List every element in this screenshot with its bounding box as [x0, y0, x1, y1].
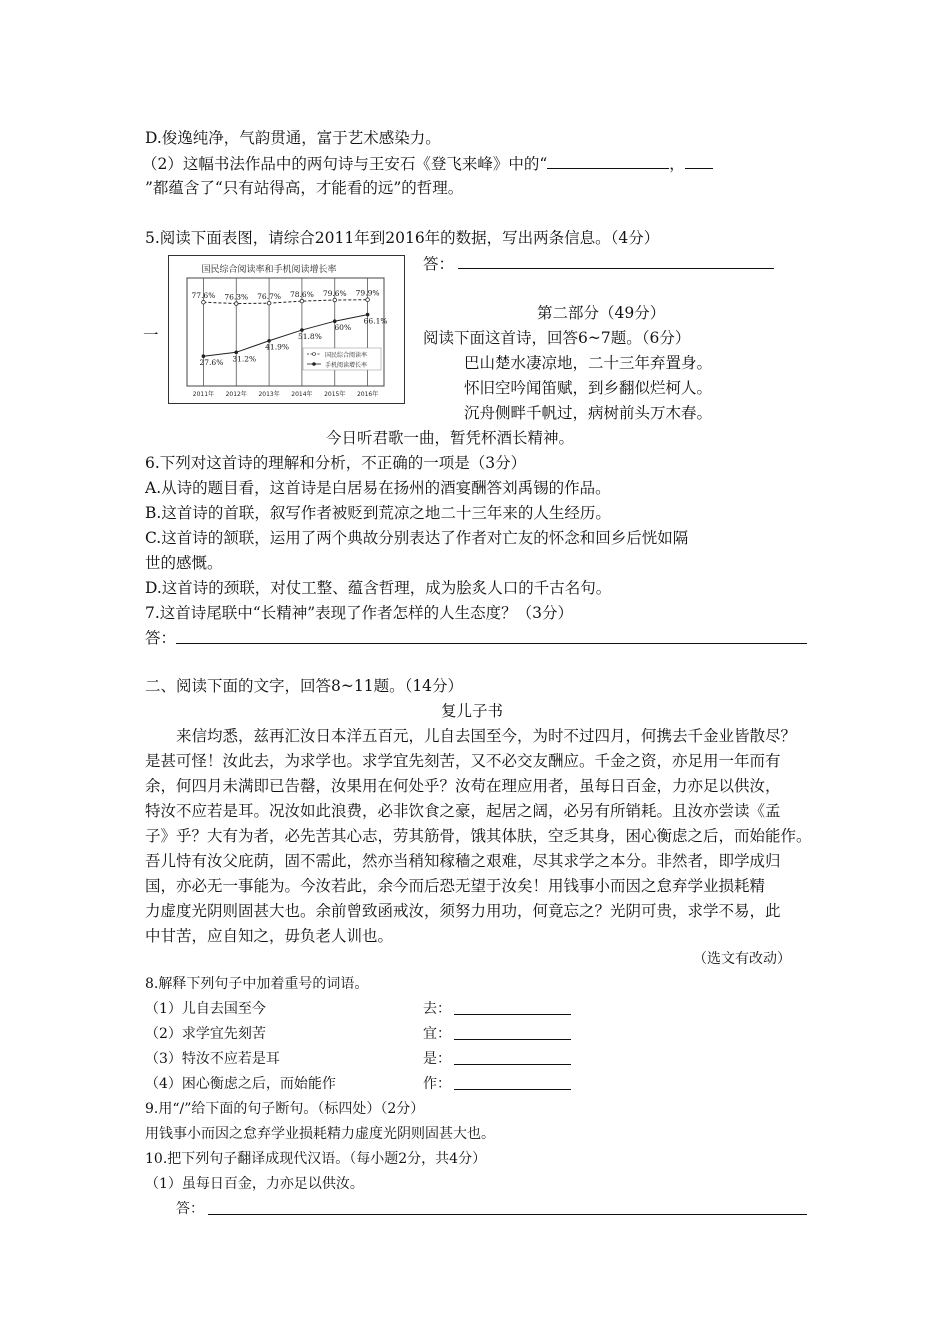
q5-answer-label: 答：	[423, 255, 455, 273]
option-d: D.俊逸纯净，气韵贯通，富于艺术感染力。	[145, 129, 441, 147]
part2-intro: 阅读下面这首诗，回答6~7题。（6分）	[423, 329, 691, 347]
comma: ，	[669, 155, 685, 173]
chart-title: 国民综合阅读率和手机阅读增长率	[201, 265, 337, 275]
question-6: 6.下列对这首诗的理解和分析，不正确的一项是（3分）	[145, 454, 527, 472]
q10-item-1: （1）虽每日百金，力亦足以供汝。	[145, 1176, 364, 1192]
q6-option-b: B.这首诗的首联，叙写作者被贬到荒凉之地二十三年来的人生经历。	[145, 504, 611, 522]
passage-line-4: 特汝不应若是耳。况汝如此浪费，必非饮食之豪，起居之阔，必另有所销耗。且汝亦尝读《孟	[145, 802, 781, 820]
reading-rate-chart	[168, 255, 405, 404]
q6-option-a: A.从诗的题目看，这首诗是白居易在扬州的酒宴酬答刘禹锡的作品。	[145, 479, 611, 497]
legend-entry: 国民综合阅读率	[325, 352, 368, 359]
data-label: 78.6%	[290, 290, 314, 300]
data-label: 79.6%	[322, 289, 347, 299]
q8-answer-line-1[interactable]	[454, 1014, 571, 1015]
q8-item-2: （2）求学宜先刻苦	[145, 1026, 266, 1042]
question-2-text: （2）这幅书法作品中的两句诗与王安石《登飞来峰》中的“	[142, 155, 548, 173]
q8-answer-line-4[interactable]	[454, 1089, 571, 1090]
answer-blank-1[interactable]	[547, 154, 669, 169]
q8-item-3: （3）特汝不应若是耳	[145, 1051, 280, 1067]
legend-entry: 手机阅读增长率	[325, 362, 368, 369]
x-tick-label: 2016年	[356, 391, 379, 398]
question-9: 9.用“/”给下面的句子断句。（标四处）（2分）	[145, 1101, 425, 1117]
poem-line-3: 沉舟侧畔千帆过，病树前头万木春。	[464, 404, 713, 422]
data-label: 31.2%	[232, 354, 257, 364]
section2-heading: 二、阅读下面的文字，回答8~11题。（14分）	[145, 677, 464, 695]
q8-word-4: 作：	[423, 1076, 451, 1092]
q8-answer-line-2[interactable]	[454, 1039, 571, 1040]
q9-sentence: 用钱事小而因之怠弃学业损耗精力虚度光阴则固甚大也。	[145, 1126, 495, 1142]
q8-word-1: 去：	[423, 1001, 451, 1017]
data-point	[300, 299, 304, 303]
question-7: 7.这首诗尾联中“长精神”表现了作者怎样的人生态度？（3分）	[145, 604, 574, 622]
poem-line-4: 今日听君歌一曲，暂凭杯酒长精神。	[326, 429, 575, 447]
q5-answer-line[interactable]	[458, 268, 774, 269]
passage-source: （选文有改动）	[693, 951, 791, 967]
passage-line-1: 来信均悉，兹再汇汝日本洋五百元，儿自去国至今，为时不过四月，何携去千金业皆散尽？	[176, 727, 797, 745]
x-tick-label: 2012年	[225, 391, 247, 398]
data-label: 41.9%	[265, 342, 289, 352]
q8-item-4: （4）困心衡虑之后，而始能作	[145, 1076, 336, 1092]
data-label: 76.7%	[257, 292, 281, 302]
data-label: 60%	[334, 323, 352, 333]
data-label: 51.8%	[298, 332, 322, 342]
passage-title: 复儿子书	[441, 702, 504, 720]
data-label: 76.3%	[224, 292, 249, 302]
chart-svg	[169, 256, 404, 403]
passage-line-8: 力虚度光阴则固甚大也。余前曾致函戒汝，须努力用功，何竟忘之？光阴可贵，求学不易，此	[145, 902, 781, 920]
part2-heading: 第二部分（49分）	[537, 304, 666, 322]
left-dash: 一	[143, 326, 159, 344]
x-tick-label: 2015年	[324, 391, 346, 398]
x-tick-label: 2011年	[192, 391, 215, 398]
data-label: 79.9%	[355, 288, 380, 298]
data-point	[366, 298, 370, 302]
question-2-line2: ”都蕴含了“只有站得高，才能看的远”的哲理。	[145, 179, 464, 197]
data-point	[234, 302, 238, 306]
passage-line-5: 子》乎？大有为者，必先苦其心志，劳其筋骨，饿其体肤，空乏其身，困心衡虑之后，而始能作。	[145, 827, 812, 845]
q6-option-c: C.这首诗的颔联，运用了两个典故分别表达了作者对亡友的怀念和回乡后恍如隔	[145, 529, 689, 547]
passage-line-3: 余，何四月未满即已告罄，汝果用在何处乎？汝苟在理应用者，虽每日百金，力亦足以供汝，	[145, 777, 781, 795]
q8-word-3: 是：	[423, 1051, 451, 1067]
q7-answer-line[interactable]	[176, 643, 807, 644]
question-5: 5.阅读下面表图，请综合2011年到2016年的数据，写出两条信息。（4分）	[145, 229, 660, 247]
data-point	[267, 301, 271, 305]
passage-line-9: 中甘苦，应自知之，毋负老人训也。	[145, 927, 394, 945]
q7-answer-label: 答：	[145, 629, 177, 647]
q10-answer-line[interactable]	[208, 1214, 807, 1215]
passage-line-7: 国，亦必无一事能为。今汝若此，余今而后恐无望于汝矣！用钱事小而因之怠弃学业损耗精	[145, 877, 766, 895]
answer-blank-2[interactable]	[685, 154, 713, 169]
legend-marker	[313, 353, 316, 356]
data-label: 77.6%	[191, 291, 216, 301]
data-label: 27.6%	[199, 358, 224, 368]
question-10: 10.把下列句子翻译成现代汉语。（每小题2分，共4分）	[145, 1151, 487, 1167]
legend-marker	[313, 363, 316, 366]
poem-line-2: 怀旧空吟闻笛赋，到乡翻似烂柯人。	[464, 379, 713, 397]
q8-answer-line-3[interactable]	[454, 1064, 571, 1065]
q8-item-1: （1）儿自去国至今	[145, 1001, 266, 1017]
question-2-line1	[142, 154, 713, 173]
data-label: 66.1%	[363, 316, 388, 326]
question-8: 8.解释下列句子中加着重号的词语。	[145, 976, 369, 992]
q6-option-c-cont: 世的感慨。	[145, 554, 223, 572]
passage-line-6: 吾儿恃有汝父庇荫，固不需此，然亦当稍知稼穑之艰难，尽其求学之本分。非然者，即学成归	[145, 852, 781, 870]
passage-line-2: 是甚可怪！汝此去，为求学也。求学宜先刻苦，又不必交友酬应。千金之资，亦足用一年而有	[145, 752, 781, 770]
q10-answer-label: 答：	[176, 1201, 204, 1217]
poem-line-1: 巴山楚水凄凉地，二十三年弃置身。	[464, 354, 713, 372]
x-tick-label: 2013年	[258, 391, 280, 398]
data-point	[202, 300, 206, 304]
data-point	[333, 298, 337, 302]
q6-option-d: D.这首诗的颈联，对仗工整、蕴含哲理，成为脍炙人口的千古名句。	[145, 579, 612, 597]
q8-word-2: 宜：	[423, 1026, 451, 1042]
x-tick-label: 2014年	[291, 391, 313, 398]
